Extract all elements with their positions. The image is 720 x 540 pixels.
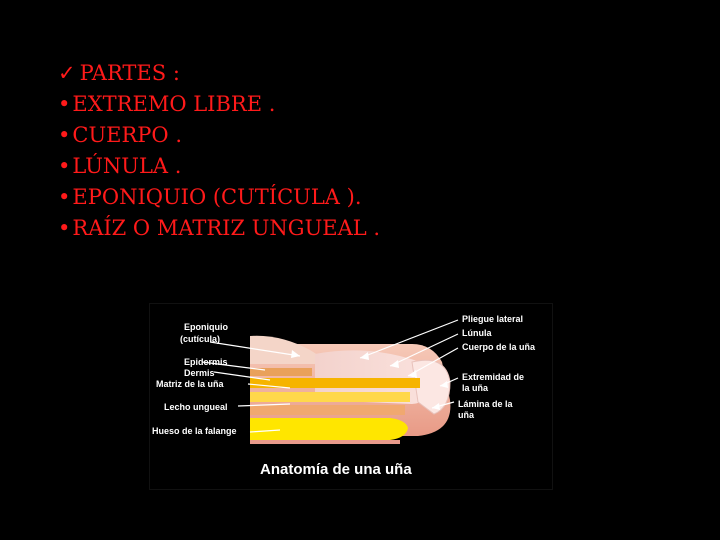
gap-layer [250,405,405,415]
finger-underside [250,440,400,444]
bullet-icon: • [58,92,71,116]
phalanx-bone [250,418,408,440]
list-item: •CUERPO . [58,123,182,147]
bullet-icon: • [58,216,71,240]
bullet-icon: • [58,185,71,209]
label-lunula: Lúnula [462,328,492,338]
label-eponiquio: Eponiquio [184,322,228,332]
label-lamina: Lámina de la [458,399,513,409]
parts-heading: ✓ PARTES : [58,61,180,85]
parts-list [58,58,380,244]
label-matriz: Matriz de la uña [156,379,224,389]
bullet-icon: • [58,154,71,178]
list-item: •EXTREMO LIBRE . [58,92,276,116]
label-pliegue: Pliegue lateral [462,314,524,324]
label-extremidad-2: la uña [462,383,489,393]
label-epidermis: Epidermis [184,357,228,367]
label-lecho: Lecho ungueal [164,402,228,412]
list-item: •RAÍZ O MATRIZ UNGUEAL . [58,216,381,240]
figure-caption: Anatomía de una uña [260,461,412,478]
nail-bed-layer [250,392,410,402]
nail-anatomy-figure [150,304,552,489]
label-cuticula: (cutícula) [180,334,221,344]
label-extremidad: Extremidad de [462,372,525,382]
label-lamina-2: uña [458,410,475,420]
label-dermis: Dermis [184,368,215,378]
nail-anatomy-diagram [150,304,552,489]
label-cuerpo: Cuerpo de la uña [462,342,536,352]
bullet-icon: • [58,123,71,147]
label-hueso: Hueso de la falange [152,426,237,436]
checkmark-icon: ✓ [58,61,76,85]
list-item: •LÚNULA . [58,154,182,178]
list-item: •EPONIQUIO (CUTÍCULA ). [58,185,362,209]
